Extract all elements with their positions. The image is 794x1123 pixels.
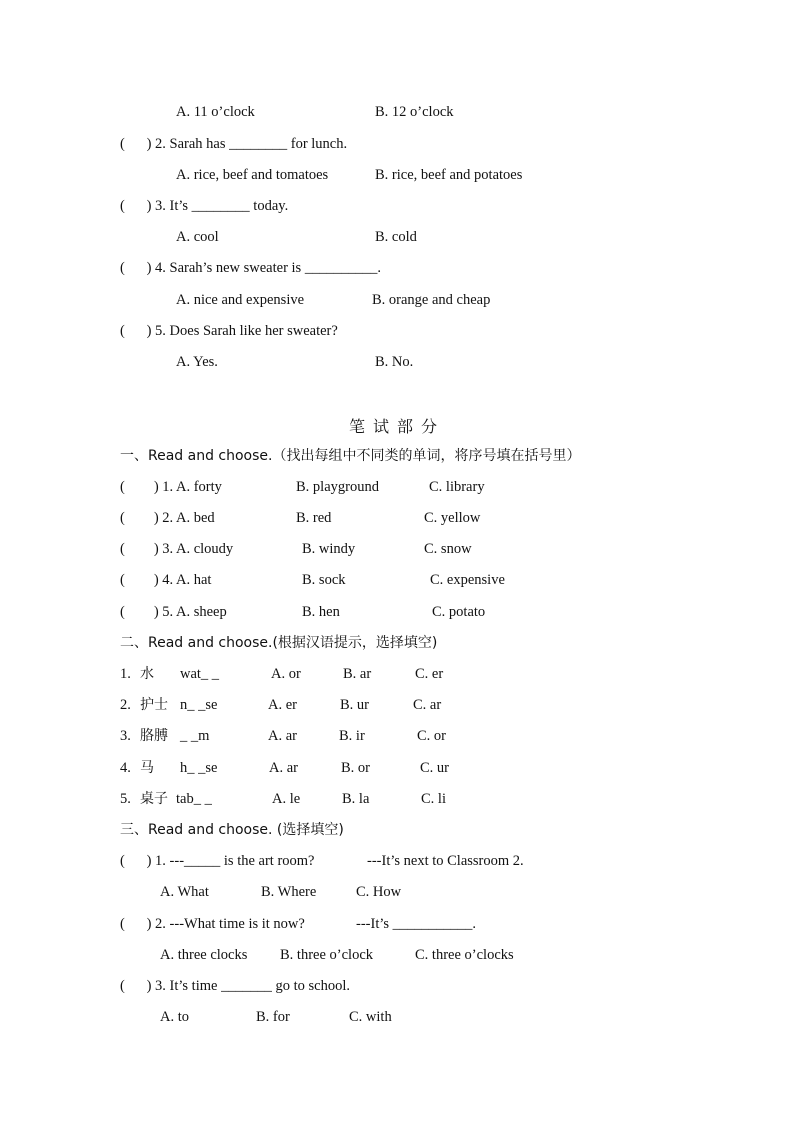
option-a: A. Yes. — [176, 354, 218, 370]
option-a: A. 11 o’clock — [176, 104, 255, 120]
question: ( ) 5. A. sheep — [120, 604, 227, 620]
option-c: C. potato — [432, 604, 486, 620]
item-number: 3. — [120, 728, 131, 744]
response: ---It’s next to Classroom 2. — [367, 853, 524, 869]
option-b: B. red — [296, 510, 332, 526]
option-c: C. or — [417, 728, 446, 744]
item-number: 1. — [120, 666, 131, 682]
section-heading: 三、Read and choose. (选择填空) — [120, 822, 344, 838]
option-a: A. er — [268, 697, 297, 713]
option-b: B. or — [341, 760, 370, 776]
question: ( ) 5. Does Sarah like her sweater? — [120, 323, 338, 339]
option-a: A. nice and expensive — [176, 292, 305, 308]
option-c: C. ur — [420, 760, 449, 776]
option-b: B. la — [342, 791, 370, 807]
option-a: A. ar — [269, 760, 298, 776]
question: ( ) 1. ---_____ is the art room? — [120, 853, 315, 869]
option-c: C. ar — [413, 697, 442, 713]
option-a: A. to — [160, 1009, 189, 1025]
chinese-hint: 水 — [140, 666, 154, 682]
option-b: B. No. — [375, 354, 414, 370]
option-b: B. sock — [302, 572, 346, 588]
chinese-hint: 胳膊 — [140, 728, 168, 744]
question: ( ) 3. A. cloudy — [120, 541, 234, 557]
word-blank: h_ _se — [180, 760, 218, 776]
section-title: 笔试部分 — [348, 417, 445, 436]
chinese-hint: 护士 — [140, 697, 168, 713]
option-b: B. rice, beef and potatoes — [375, 167, 523, 183]
option-b: B. cold — [375, 229, 417, 245]
option-a: A. cool — [176, 229, 219, 245]
option-a: A. What — [160, 884, 209, 900]
option-c: C. How — [356, 884, 402, 900]
option-c: C. three o’clocks — [415, 947, 514, 963]
question: ( ) 2. ---What time is it now? — [120, 916, 305, 932]
option-c: C. snow — [424, 541, 472, 557]
option-b: B. ar — [343, 666, 372, 682]
option-c: C. with — [349, 1009, 392, 1025]
option-a: A. ar — [268, 728, 297, 744]
option-a: A. or — [271, 666, 301, 682]
question: ( ) 3. It’s time _______ go to school. — [120, 978, 350, 994]
option-b: B. for — [256, 1009, 290, 1025]
option-c: C. yellow — [424, 510, 481, 526]
item-number: 4. — [120, 760, 131, 776]
option-b: B. 12 o’clock — [375, 104, 454, 120]
option-b: B. ur — [340, 697, 369, 713]
section-heading: 一、Read and choose.（找出每组中不同类的单词，将序号填在括号里） — [120, 448, 581, 464]
section-heading: 二、Read and choose.(根据汉语提示，选择填空) — [120, 635, 438, 651]
response: ---It’s ___________. — [356, 916, 477, 932]
question: ( ) 4. Sarah’s new sweater is __________. — [120, 260, 381, 276]
item-number: 2. — [120, 697, 131, 713]
word-blank: _ _m — [180, 728, 210, 744]
option-b: B. orange and cheap — [372, 292, 491, 308]
option-c: C. er — [415, 666, 444, 682]
option-c: C. library — [429, 479, 485, 495]
word-blank: wat_ _ — [180, 666, 220, 682]
option-c: C. expensive — [430, 572, 505, 588]
word-blank: tab_ _ — [176, 791, 212, 807]
chinese-hint: 桌子 — [140, 791, 168, 807]
option-b: B. Where — [261, 884, 317, 900]
option-a: A. rice, beef and tomatoes — [176, 167, 329, 183]
option-b: B. windy — [302, 541, 356, 557]
question: ( ) 4. A. hat — [120, 572, 212, 588]
question: ( ) 3. It’s ________ today. — [120, 198, 289, 214]
option-b: B. playground — [296, 479, 379, 495]
option-b: B. three o’clock — [280, 947, 374, 963]
option-a: A. le — [272, 791, 301, 807]
chinese-hint: 马 — [140, 760, 154, 776]
question: ( ) 1. A. forty — [120, 479, 222, 495]
option-b: B. ir — [339, 728, 365, 744]
question: ( ) 2. Sarah has ________ for lunch. — [120, 136, 348, 152]
question: ( ) 2. A. bed — [120, 510, 215, 526]
option-c: C. li — [421, 791, 446, 807]
option-b: B. hen — [302, 604, 340, 620]
option-a: A. three clocks — [160, 947, 248, 963]
word-blank: n_ _se — [180, 697, 218, 713]
item-number: 5. — [120, 791, 131, 807]
